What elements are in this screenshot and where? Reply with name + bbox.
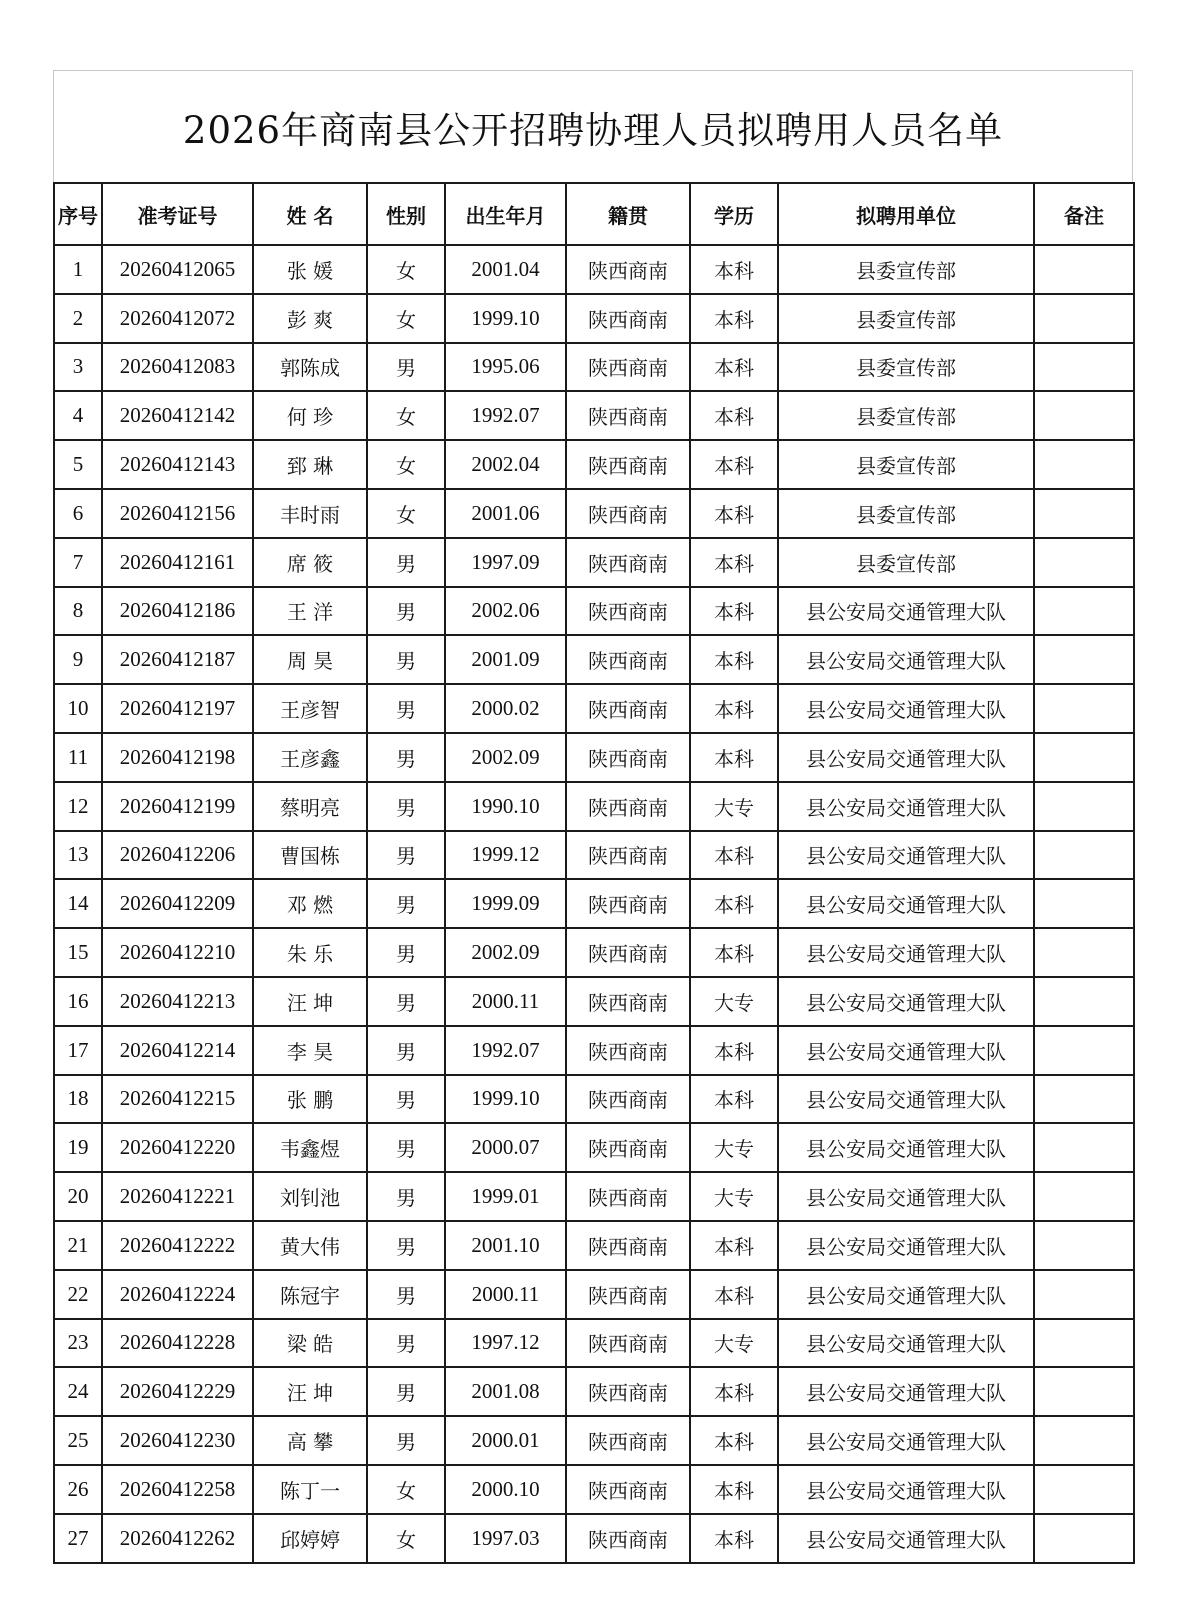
cell-gender: 男 [367, 635, 445, 684]
table-row [54, 587, 1134, 636]
cell-unit: 县公安局交通管理大队 [778, 782, 1034, 831]
cell-exam-id: 20260412197 [102, 684, 253, 733]
cell-name: 李 昊 [253, 1026, 367, 1075]
cell-remarks [1034, 635, 1134, 684]
cell-origin: 陕西商南 [566, 1367, 690, 1416]
cell-index: 3 [54, 343, 102, 392]
cell-name: 王 洋 [253, 587, 367, 636]
cell-gender: 男 [367, 1221, 445, 1270]
cell-remarks [1034, 879, 1134, 928]
cell-birth: 2002.04 [445, 440, 566, 489]
cell-birth: 2001.04 [445, 245, 566, 294]
cell-remarks [1034, 1514, 1134, 1563]
cell-unit: 县委宣传部 [778, 294, 1034, 343]
cell-education: 本科 [690, 1221, 778, 1270]
cell-origin: 陕西商南 [566, 489, 690, 538]
cell-name: 何 珍 [253, 391, 367, 440]
table-row [54, 782, 1134, 831]
cell-origin: 陕西商南 [566, 1270, 690, 1319]
cell-origin: 陕西商南 [566, 1075, 690, 1124]
cell-unit: 县公安局交通管理大队 [778, 928, 1034, 977]
cell-exam-id: 20260412258 [102, 1465, 253, 1514]
cell-index: 9 [54, 635, 102, 684]
cell-origin: 陕西商南 [566, 1221, 690, 1270]
cell-education: 大专 [690, 1123, 778, 1172]
cell-remarks [1034, 440, 1134, 489]
cell-education: 本科 [690, 440, 778, 489]
cell-exam-id: 20260412143 [102, 440, 253, 489]
cell-gender: 男 [367, 831, 445, 880]
cell-exam-id: 20260412198 [102, 733, 253, 782]
cell-education: 本科 [690, 928, 778, 977]
cell-name: 张 媛 [253, 245, 367, 294]
cell-origin: 陕西商南 [566, 684, 690, 733]
cell-birth: 2001.06 [445, 489, 566, 538]
cell-unit: 县公安局交通管理大队 [778, 1075, 1034, 1124]
cell-origin: 陕西商南 [566, 879, 690, 928]
cell-origin: 陕西商南 [566, 928, 690, 977]
cell-exam-id: 20260412083 [102, 343, 253, 392]
cell-name: 韦鑫煜 [253, 1123, 367, 1172]
cell-name: 黄大伟 [253, 1221, 367, 1270]
cell-name: 丰时雨 [253, 489, 367, 538]
table-row [54, 635, 1134, 684]
cell-gender: 男 [367, 1270, 445, 1319]
table-row [54, 831, 1134, 880]
header-birth: 出生年月 [445, 183, 566, 245]
cell-exam-id: 20260412214 [102, 1026, 253, 1075]
cell-index: 8 [54, 587, 102, 636]
cell-education: 本科 [690, 1416, 778, 1465]
cell-gender: 男 [367, 1172, 445, 1221]
table-row [54, 1465, 1134, 1514]
cell-exam-id: 20260412187 [102, 635, 253, 684]
cell-unit: 县公安局交通管理大队 [778, 1123, 1034, 1172]
cell-name: 曹国栋 [253, 831, 367, 880]
cell-exam-id: 20260412228 [102, 1319, 253, 1368]
cell-gender: 男 [367, 1416, 445, 1465]
cell-unit: 县公安局交通管理大队 [778, 1026, 1034, 1075]
table-row [54, 343, 1134, 392]
cell-birth: 2001.09 [445, 635, 566, 684]
table-row [54, 391, 1134, 440]
cell-index: 7 [54, 538, 102, 587]
cell-gender: 男 [367, 684, 445, 733]
cell-education: 本科 [690, 1367, 778, 1416]
cell-birth: 2001.10 [445, 1221, 566, 1270]
cell-gender: 女 [367, 1465, 445, 1514]
cell-origin: 陕西商南 [566, 1172, 690, 1221]
cell-remarks [1034, 782, 1134, 831]
cell-name: 郅 琳 [253, 440, 367, 489]
cell-birth: 1992.07 [445, 1026, 566, 1075]
cell-exam-id: 20260412230 [102, 1416, 253, 1465]
cell-birth: 1990.10 [445, 782, 566, 831]
cell-remarks [1034, 1416, 1134, 1465]
cell-name: 陈丁一 [253, 1465, 367, 1514]
cell-name: 高 攀 [253, 1416, 367, 1465]
cell-unit: 县公安局交通管理大队 [778, 1416, 1034, 1465]
cell-birth: 2002.09 [445, 928, 566, 977]
cell-education: 大专 [690, 977, 778, 1026]
table-row [54, 538, 1134, 587]
cell-name: 王彦鑫 [253, 733, 367, 782]
cell-birth: 2000.02 [445, 684, 566, 733]
cell-education: 本科 [690, 538, 778, 587]
cell-index: 14 [54, 879, 102, 928]
cell-exam-id: 20260412142 [102, 391, 253, 440]
table-row [54, 1367, 1134, 1416]
table-row [54, 1319, 1134, 1368]
cell-exam-id: 20260412262 [102, 1514, 253, 1563]
cell-name: 陈冠宇 [253, 1270, 367, 1319]
cell-birth: 1999.10 [445, 294, 566, 343]
cell-name: 邱婷婷 [253, 1514, 367, 1563]
cell-gender: 女 [367, 245, 445, 294]
cell-name: 彭 爽 [253, 294, 367, 343]
cell-gender: 男 [367, 879, 445, 928]
table-row [54, 1416, 1134, 1465]
table-row [54, 1075, 1134, 1124]
cell-index: 4 [54, 391, 102, 440]
table-row [54, 245, 1134, 294]
cell-gender: 男 [367, 1319, 445, 1368]
cell-exam-id: 20260412156 [102, 489, 253, 538]
cell-unit: 县委宣传部 [778, 391, 1034, 440]
document-sheet [53, 70, 1133, 1564]
cell-remarks [1034, 391, 1134, 440]
cell-remarks [1034, 294, 1134, 343]
cell-gender: 男 [367, 928, 445, 977]
cell-birth: 2002.06 [445, 587, 566, 636]
cell-gender: 女 [367, 294, 445, 343]
cell-unit: 县公安局交通管理大队 [778, 1319, 1034, 1368]
cell-education: 本科 [690, 831, 778, 880]
cell-exam-id: 20260412072 [102, 294, 253, 343]
cell-unit: 县委宣传部 [778, 440, 1034, 489]
cell-name: 汪 坤 [253, 1367, 367, 1416]
cell-index: 13 [54, 831, 102, 880]
table-row [54, 1514, 1134, 1563]
cell-education: 本科 [690, 1026, 778, 1075]
cell-index: 17 [54, 1026, 102, 1075]
cell-education: 本科 [690, 245, 778, 294]
cell-gender: 男 [367, 343, 445, 392]
cell-education: 本科 [690, 635, 778, 684]
cell-origin: 陕西商南 [566, 1416, 690, 1465]
cell-index: 26 [54, 1465, 102, 1514]
cell-name: 邓 燃 [253, 879, 367, 928]
cell-unit: 县公安局交通管理大队 [778, 635, 1034, 684]
cell-index: 16 [54, 977, 102, 1026]
cell-exam-id: 20260412222 [102, 1221, 253, 1270]
cell-education: 本科 [690, 343, 778, 392]
cell-gender: 女 [367, 391, 445, 440]
cell-exam-id: 20260412220 [102, 1123, 253, 1172]
cell-index: 12 [54, 782, 102, 831]
cell-remarks [1034, 1221, 1134, 1270]
header-index: 序号 [54, 183, 102, 245]
cell-birth: 1999.12 [445, 831, 566, 880]
cell-education: 大专 [690, 1319, 778, 1368]
table-row [54, 928, 1134, 977]
cell-unit: 县公安局交通管理大队 [778, 733, 1034, 782]
cell-index: 23 [54, 1319, 102, 1368]
cell-origin: 陕西商南 [566, 1514, 690, 1563]
cell-unit: 县公安局交通管理大队 [778, 1514, 1034, 1563]
table-row [54, 294, 1134, 343]
header-education: 学历 [690, 183, 778, 245]
cell-index: 22 [54, 1270, 102, 1319]
cell-birth: 2000.01 [445, 1416, 566, 1465]
cell-remarks [1034, 1123, 1134, 1172]
header-name: 姓 名 [253, 183, 367, 245]
cell-unit: 县公安局交通管理大队 [778, 977, 1034, 1026]
cell-exam-id: 20260412199 [102, 782, 253, 831]
cell-origin: 陕西商南 [566, 1123, 690, 1172]
cell-remarks [1034, 733, 1134, 782]
cell-origin: 陕西商南 [566, 1465, 690, 1514]
table-row [54, 1172, 1134, 1221]
cell-education: 本科 [690, 684, 778, 733]
cell-index: 15 [54, 928, 102, 977]
cell-name: 汪 坤 [253, 977, 367, 1026]
cell-unit: 县公安局交通管理大队 [778, 587, 1034, 636]
cell-remarks [1034, 245, 1134, 294]
cell-gender: 男 [367, 1367, 445, 1416]
table-row [54, 1221, 1134, 1270]
cell-unit: 县公安局交通管理大队 [778, 1367, 1034, 1416]
cell-origin: 陕西商南 [566, 733, 690, 782]
table-row [54, 733, 1134, 782]
cell-gender: 女 [367, 1514, 445, 1563]
cell-exam-id: 20260412186 [102, 587, 253, 636]
cell-remarks [1034, 538, 1134, 587]
cell-unit: 县公安局交通管理大队 [778, 831, 1034, 880]
header-remarks: 备注 [1034, 183, 1134, 245]
cell-gender: 男 [367, 538, 445, 587]
cell-remarks [1034, 1367, 1134, 1416]
cell-exam-id: 20260412224 [102, 1270, 253, 1319]
cell-remarks [1034, 1026, 1134, 1075]
cell-origin: 陕西商南 [566, 1026, 690, 1075]
cell-exam-id: 20260412215 [102, 1075, 253, 1124]
cell-remarks [1034, 928, 1134, 977]
table-row [54, 440, 1134, 489]
document-title: 2026年商南县公开招聘协理人员拟聘用人员名单 [182, 108, 1004, 152]
cell-gender: 男 [367, 1123, 445, 1172]
cell-birth: 1997.12 [445, 1319, 566, 1368]
cell-remarks [1034, 1465, 1134, 1514]
cell-exam-id: 20260412213 [102, 977, 253, 1026]
cell-remarks [1034, 1319, 1134, 1368]
cell-exam-id: 20260412161 [102, 538, 253, 587]
cell-birth: 1999.01 [445, 1172, 566, 1221]
cell-remarks [1034, 587, 1134, 636]
cell-name: 张 鹏 [253, 1075, 367, 1124]
cell-remarks [1034, 343, 1134, 392]
cell-exam-id: 20260412065 [102, 245, 253, 294]
cell-exam-id: 20260412229 [102, 1367, 253, 1416]
cell-education: 大专 [690, 1172, 778, 1221]
header-unit: 拟聘用单位 [778, 183, 1034, 245]
cell-name: 刘钊池 [253, 1172, 367, 1221]
cell-remarks [1034, 1075, 1134, 1124]
cell-name: 席 筱 [253, 538, 367, 587]
cell-name: 朱 乐 [253, 928, 367, 977]
table-row [54, 1270, 1134, 1319]
cell-education: 本科 [690, 733, 778, 782]
cell-name: 周 昊 [253, 635, 367, 684]
cell-index: 10 [54, 684, 102, 733]
header-exam-id: 准考证号 [102, 183, 253, 245]
cell-birth: 2001.08 [445, 1367, 566, 1416]
table-row [54, 879, 1134, 928]
cell-education: 本科 [690, 489, 778, 538]
table-row [54, 977, 1134, 1026]
cell-index: 27 [54, 1514, 102, 1563]
cell-unit: 县公安局交通管理大队 [778, 684, 1034, 733]
cell-index: 25 [54, 1416, 102, 1465]
cell-unit: 县公安局交通管理大队 [778, 1221, 1034, 1270]
cell-gender: 女 [367, 489, 445, 538]
table-row [54, 1123, 1134, 1172]
cell-birth: 1999.10 [445, 1075, 566, 1124]
cell-unit: 县公安局交通管理大队 [778, 1172, 1034, 1221]
cell-origin: 陕西商南 [566, 343, 690, 392]
cell-index: 19 [54, 1123, 102, 1172]
cell-birth: 1997.03 [445, 1514, 566, 1563]
cell-name: 郭陈成 [253, 343, 367, 392]
cell-gender: 女 [367, 440, 445, 489]
table-row [54, 1026, 1134, 1075]
cell-index: 11 [54, 733, 102, 782]
cell-index: 18 [54, 1075, 102, 1124]
cell-education: 本科 [690, 879, 778, 928]
cell-index: 6 [54, 489, 102, 538]
cell-index: 21 [54, 1221, 102, 1270]
cell-gender: 男 [367, 977, 445, 1026]
cell-remarks [1034, 977, 1134, 1026]
header-gender: 性别 [367, 183, 445, 245]
cell-remarks [1034, 1172, 1134, 1221]
cell-remarks [1034, 489, 1134, 538]
cell-birth: 2000.11 [445, 977, 566, 1026]
cell-birth: 2002.09 [445, 733, 566, 782]
cell-exam-id: 20260412206 [102, 831, 253, 880]
cell-origin: 陕西商南 [566, 587, 690, 636]
cell-unit: 县委宣传部 [778, 538, 1034, 587]
cell-origin: 陕西商南 [566, 538, 690, 587]
cell-exam-id: 20260412209 [102, 879, 253, 928]
cell-birth: 2000.11 [445, 1270, 566, 1319]
cell-gender: 男 [367, 1075, 445, 1124]
cell-education: 本科 [690, 1270, 778, 1319]
cell-name: 王彦智 [253, 684, 367, 733]
cell-birth: 1999.09 [445, 879, 566, 928]
cell-remarks [1034, 1270, 1134, 1319]
cell-origin: 陕西商南 [566, 440, 690, 489]
cell-education: 本科 [690, 294, 778, 343]
header-origin: 籍贯 [566, 183, 690, 245]
cell-index: 24 [54, 1367, 102, 1416]
table-row [54, 489, 1134, 538]
cell-exam-id: 20260412221 [102, 1172, 253, 1221]
cell-gender: 男 [367, 1026, 445, 1075]
cell-origin: 陕西商南 [566, 782, 690, 831]
cell-education: 本科 [690, 587, 778, 636]
cell-education: 大专 [690, 782, 778, 831]
cell-index: 1 [54, 245, 102, 294]
cell-birth: 1992.07 [445, 391, 566, 440]
cell-origin: 陕西商南 [566, 294, 690, 343]
cell-origin: 陕西商南 [566, 245, 690, 294]
cell-index: 20 [54, 1172, 102, 1221]
cell-birth: 2000.07 [445, 1123, 566, 1172]
cell-gender: 男 [367, 782, 445, 831]
cell-unit: 县委宣传部 [778, 489, 1034, 538]
cell-remarks [1034, 831, 1134, 880]
cell-education: 本科 [690, 1465, 778, 1514]
cell-unit: 县公安局交通管理大队 [778, 1270, 1034, 1319]
title-box [53, 70, 1133, 182]
cell-origin: 陕西商南 [566, 391, 690, 440]
cell-unit: 县公安局交通管理大队 [778, 1465, 1034, 1514]
cell-birth: 2000.10 [445, 1465, 566, 1514]
cell-name: 梁 皓 [253, 1319, 367, 1368]
cell-birth: 1995.06 [445, 343, 566, 392]
cell-index: 2 [54, 294, 102, 343]
cell-education: 本科 [690, 391, 778, 440]
table-header-row [54, 183, 1134, 245]
cell-education: 本科 [690, 1075, 778, 1124]
cell-unit: 县委宣传部 [778, 245, 1034, 294]
cell-origin: 陕西商南 [566, 977, 690, 1026]
cell-gender: 男 [367, 733, 445, 782]
cell-name: 蔡明亮 [253, 782, 367, 831]
cell-remarks [1034, 684, 1134, 733]
cell-education: 本科 [690, 1514, 778, 1563]
roster-table [53, 182, 1135, 1564]
cell-origin: 陕西商南 [566, 635, 690, 684]
cell-birth: 1997.09 [445, 538, 566, 587]
cell-origin: 陕西商南 [566, 831, 690, 880]
cell-unit: 县委宣传部 [778, 343, 1034, 392]
cell-unit: 县公安局交通管理大队 [778, 879, 1034, 928]
cell-gender: 男 [367, 587, 445, 636]
cell-origin: 陕西商南 [566, 1319, 690, 1368]
table-row [54, 684, 1134, 733]
cell-exam-id: 20260412210 [102, 928, 253, 977]
cell-index: 5 [54, 440, 102, 489]
